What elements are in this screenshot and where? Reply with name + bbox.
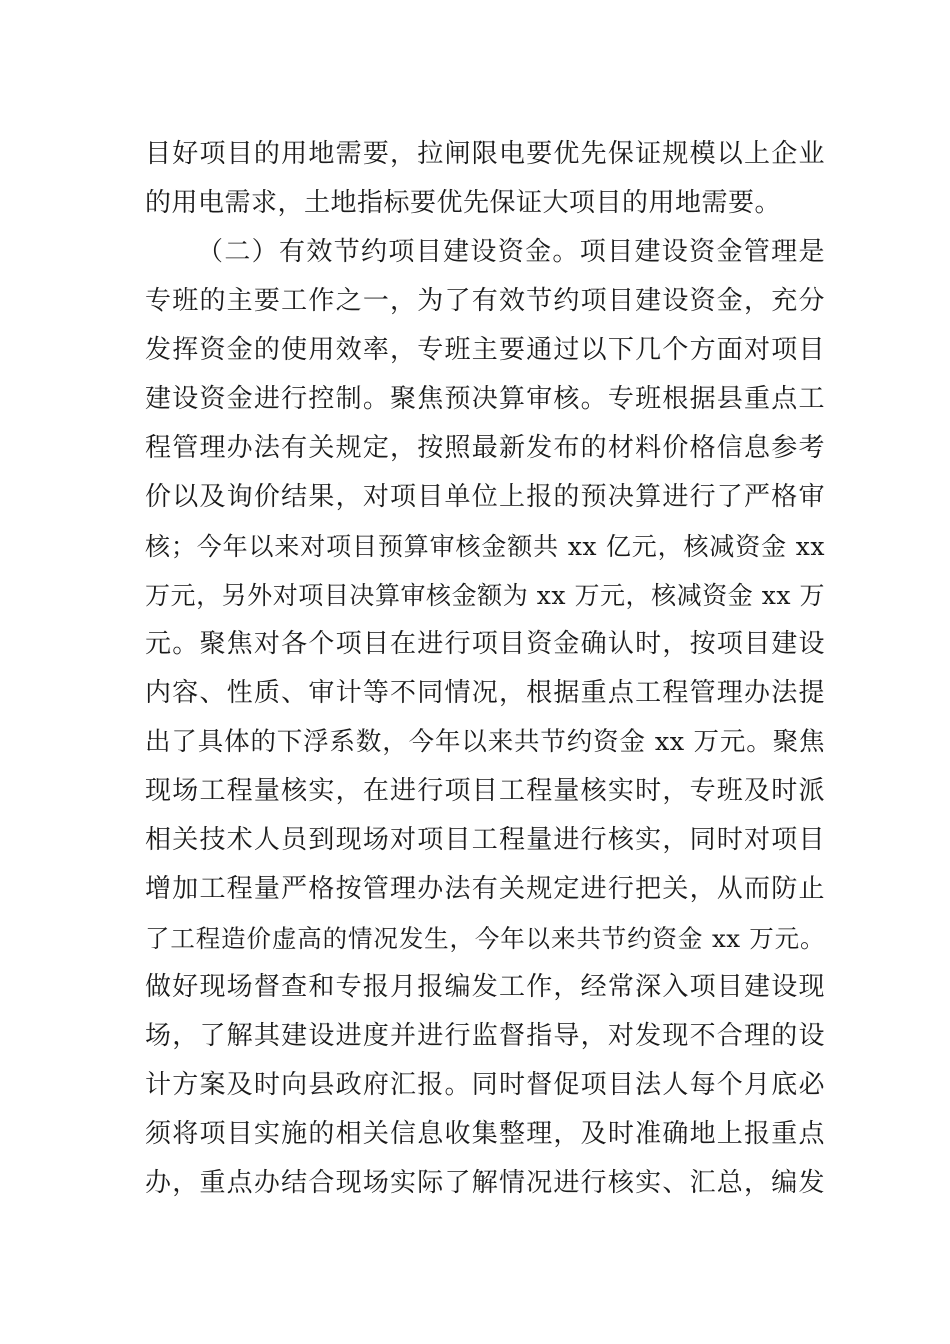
text-line-9: 核；今年以来对项目预算审核金额共 xx 亿元，核减资金 xx [145, 532, 825, 561]
text-line-6: 建设资金进行控制。聚焦预决算审核。专班根据县重点工 [145, 384, 825, 414]
text-line-7: 程管理办法有关规定，按照最新发布的材料价格信息参考 [145, 433, 825, 463]
text-line-16: 增加工程量严格按管理办法有关规定进行把关，从而防止 [145, 874, 825, 904]
text-line-5: 发挥资金的使用效率，专班主要通过以下几个方面对项目 [145, 335, 825, 365]
text-line-10: 万元，另外对项目决算审核金额为 xx 万元，核减资金 xx 万 [145, 581, 825, 610]
body-text [145, 130, 825, 1208]
text-line-2: 的用电需求，土地指标要优先保证大项目的用地需要。 [145, 188, 782, 218]
text-line-21: 须将项目实施的相关信息收集整理，及时准确地上报重点 [145, 1119, 825, 1149]
text-line-19: 场，了解其建设进度并进行监督指导，对发现不合理的设 [145, 1021, 825, 1051]
text-line-12: 内容、性质、审计等不同情况，根据重点工程管理办法提 [145, 678, 825, 708]
text-line-3: （二）有效节约项目建设资金。项目建设资金管理是 [197, 237, 825, 267]
text-line-22: 办，重点办结合现场实际了解情况进行核实、汇总，编发 [145, 1168, 825, 1198]
text-line-20: 计方案及时向县政府汇报。同时督促项目法人每个月底必 [145, 1070, 825, 1100]
text-line-4: 专班的主要工作之一，为了有效节约项目建设资金，充分 [145, 286, 825, 316]
text-line-13: 出了具体的下浮系数，今年以来共节约资金 xx 万元。聚焦 [145, 727, 825, 757]
text-line-17: 了工程造价虚高的情况发生，今年以来共节约资金 xx 万元。 [145, 924, 825, 953]
text-line-14: 现场工程量核实，在进行项目工程量核实时，专班及时派 [145, 776, 825, 806]
text-line-8: 价以及询价结果，对项目单位上报的预决算进行了严格审 [145, 482, 825, 512]
text-line-1: 目好项目的用地需要，拉闸限电要优先保证规模以上企业 [145, 139, 825, 169]
text-line-11: 元。聚焦对各个项目在进行项目资金确认时，按项目建设 [145, 629, 825, 659]
text-line-15: 相关技术人员到现场对项目工程量进行核实，同时对项目 [145, 825, 825, 855]
text-line-18: 做好现场督查和专报月报编发工作，经常深入项目建设现 [145, 972, 825, 1002]
